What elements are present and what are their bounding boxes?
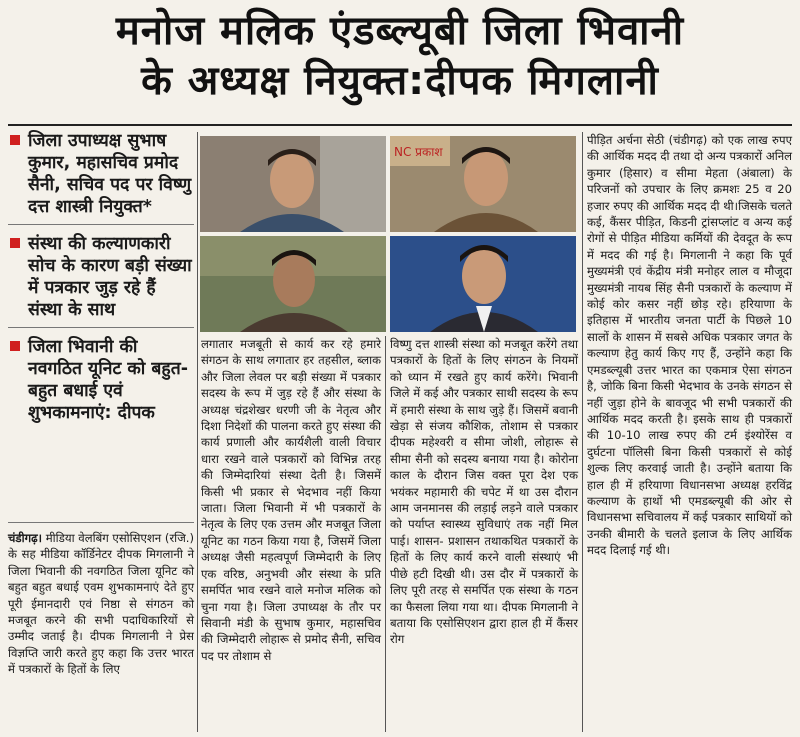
portrait-photo bbox=[200, 136, 386, 232]
article-column-2 bbox=[201, 336, 381, 664]
highlight-item bbox=[8, 233, 194, 321]
background-sign-text: NC प्रकाश bbox=[394, 145, 443, 159]
highlight-text: संस्था की कल्याणकारी सोच के कारण बड़ी संख्या में पत्रकार जुड़ रहे हैं संस्था के साथ bbox=[28, 234, 192, 320]
divider bbox=[8, 224, 194, 225]
bullet-square-icon bbox=[10, 238, 20, 248]
highlight-item bbox=[8, 336, 194, 424]
column-divider bbox=[197, 132, 198, 732]
column-divider bbox=[582, 132, 583, 732]
bullet-square-icon bbox=[10, 135, 20, 145]
portrait-photo bbox=[390, 236, 576, 332]
article-text: लगातार मजबूती से कार्य कर रहे हमारे संगठन के साथ लगातार हर तहसील, ब्लाक और जिला लेवल पर बड़ी संख्या में पत्रकार सदस्य के रूप में जुड़ रहे हैं और संस्था के अध्यक्ष चंद्रशेखर धरणी जी के नेतृत्व और दिशा निदेशों की पालना करते हुए संस्था की कार्य प्रणाली और कार्यशैली वाली विचार धारा रखने वाले पत्रकारों को विभिन्न तरह की जिम्मेदारियां संस्था देती है। जिसमें किसी भी प्रकार से भेदभाव नहीं किया जाता। जिला भिवानी में भी पत्रकारों के नेतृत्व के लिए एक उत्तम और मजबूत जिला यूनिट का गठन किया गया है, जिसमें जिला अध्यक्ष जैसी महत्वपूर्ण जिम्मेदारी के लिए एक वरिष्ठ, अनुभवी और संस्था के प्रति समर्पित भाव रखने वाले मनोज मलिक को चुना गया है। जिला उपाध्यक्ष के तौर पर सिवानी मंडी के सुभाष कुमार, महासचिव की जिम्मेदारी लोहारू से प्रमोद सैनी, सचिव पद पर तोशाम से bbox=[201, 337, 381, 663]
bullet-square-icon bbox=[10, 341, 20, 351]
portrait-photo bbox=[390, 136, 576, 232]
article-column-1 bbox=[8, 530, 194, 678]
headline-line-1: मनोज मलिक एंडब्ल्यूबी जिला भिवानी bbox=[115, 8, 685, 54]
highlights-box bbox=[8, 130, 194, 430]
divider bbox=[8, 522, 194, 523]
headline-rule bbox=[8, 124, 792, 126]
article-text: मीडिया वेलबिंग एसोसिएशन (रजि.) के सह मीडिया कॉर्डिनेटर दीपक मिगलानी ने जिला भिवानी की नवगठित जिला यूनिट को बहुत बहुत बधाई एवम शुभकामनाएं देते हुए पूरी ईमानदारी एवं निष्ठा से संगठन को मजबूत करने की सभी पदाधिकारियों से उम्मीद जताई है। दीपक मिगलानी ने प्रेस विज्ञप्ति जारी करते हुए कहा कि उत्तर भारत में पत्रकारों के हितों के लिए bbox=[8, 531, 195, 677]
article-column-4 bbox=[587, 132, 792, 559]
highlight-text: जिला उपाध्यक्ष सुभाष कुमार, महासचिव प्रमोद सैनी, सचिव पद पर विष्णु दत्त शास्त्री नियुक्त* bbox=[28, 131, 192, 217]
article-text: पीड़ित अर्चना सेठी (चंडीगढ़) को एक लाख रुपए की आर्थिक मदद दी तथा दो अन्य पत्रकारों अनिल कुमार (हिसार) व सीमा मेहता (अंबाला) के परिजनों को उपचार के लिए क्रमशः 25 व 20 हजार रुपए की आर्थिक मदद दी थी।जिसके चलते कई, कैंसर पीड़ित, किडनी ट्रांसप्लांट व अन्य कई रोगों से पीड़ित मीडिया कर्मियों की देवदूत के रूप में मदद की गई है। मिगलानी ने कहा कि पूर्व मुख्यमंत्री एवं केंद्रीय मंत्री मनोहर लाल व मौजूदा मुख्यमंत्री नायब सिंह सैनी पत्रकारों के कल्याण में कोई कोर कसर नहीं छोड़ रहे। हरियाणा के इतिहास में भारतीय जनता पार्टी के पिछले 10 सालों के शासन में सबसे अधिक पत्रकार जगत के कल्याण हेतु कार्य किए गए हैं, उन्होंने कहा कि एमडब्ल्यूबी उत्तर भारत का एकमात्र ऐसा संगठन है, जोकि बिना किसी भेदभाव के उनके संगठन से नहीं जुड़ा होने के बावजूद भी सभी पत्रकारों की आर्थिक मदद करती है। इसके साथ ही पत्रकारों की 10-10 लाख रुपए की टर्म इंश्योरेंस व दुर्घटना पॉलिसी बिना किसी पत्रकारों से कोई शुल्क लिए करवाई जाती है। उन्होंने बताया कि हाल ही में हरियाणा विधानसभा अध्यक्ष हरविंद्र कल्याण के हाथों भी एमडब्ल्यूबी की ओर से विधानसभा सचिवालय में कई पत्रकार साथियों को उनकी बीमारी के चलते इलाज के लिए आर्थिक मदद दिलाई गई थी। bbox=[587, 133, 792, 558]
article-text: विष्णु दत्त शास्त्री संस्था को मजबूत करेंगे तथा पत्रकारों के हितों के लिए संगठन के नियमों को ध्यान में रखते हुए कार्य करेंगे। भिवानी जिले में कई और पत्रकार साथी सदस्य के रूप में हमारी संस्था के साथ जुड़े हैं। जिसमें बवानी खेड़ा से संजय कौशिक, तोशाम से पत्रकार दीपक महेश्वरी व सीमा जोशी, लोहारू से सीमा सैनी को सदस्य बनाया गया है। कोरोना काल के दौरान जिस वक्त पूरा देश एक भयंकर महामारी की चपेट में था उस दौरान आम जनमानस की लड़ाई लड़ने वाले पत्रकार को पर्याप्त स्वास्थ्य सुविधाएं तक नहीं मिल पाई। शासन- प्रशासन तथाकथित पत्रकारों के हितों के लिए कार्य करने वाली संस्थाएं भी पीछे हटी दिखी थी। उस दौर में पत्रकारों के लिए पूरी तरह से समर्पित एक संस्था के गठन का फैसला लिया गया था। दीपक मिगलानी ने बताया कि एसोसिएशन द्वारा हाल ही में कैंसर रोग bbox=[390, 337, 578, 647]
article-column-3 bbox=[390, 336, 578, 648]
headline bbox=[0, 6, 800, 106]
dateline: चंडीगढ़। bbox=[8, 531, 43, 545]
headline-line-2: के अध्यक्ष नियुक्त:दीपक मिगलानी bbox=[141, 58, 659, 104]
divider bbox=[8, 327, 194, 328]
portrait-photo bbox=[200, 236, 386, 332]
photo-grid bbox=[200, 136, 578, 332]
highlight-item bbox=[8, 130, 194, 218]
highlight-text: जिला भिवानी की नवगठित यूनिट को बहुत-बहुत बधाई एवं शुभकामनाएं: दीपक bbox=[28, 337, 188, 423]
column-divider bbox=[385, 336, 386, 732]
